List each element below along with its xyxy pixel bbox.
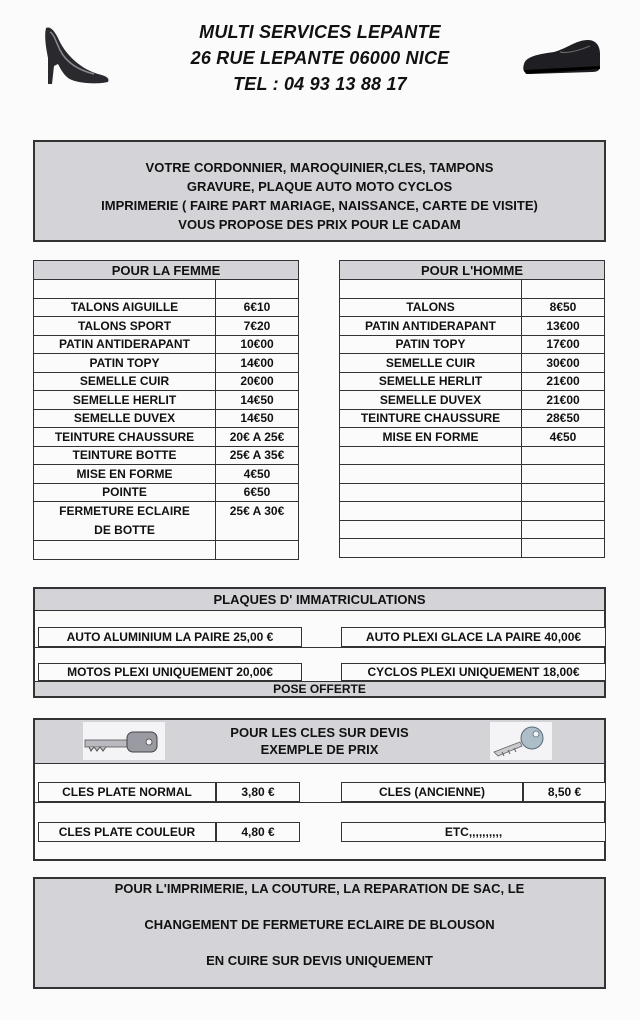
key-icon (83, 722, 165, 760)
item-price: 28€50 (522, 409, 605, 428)
pose-offerte: POSE OFFERTE (35, 681, 604, 696)
item-name-line-1: FERMETURE ECLAIRE (59, 504, 190, 518)
homme-price-table (339, 260, 605, 558)
item-price: 4€50 (522, 428, 605, 447)
item-name: PATIN ANTIDERAPANT (34, 335, 216, 354)
item-price: 30€00 (522, 354, 605, 373)
plaque-auto-plexi: AUTO PLEXI GLACE LA PAIRE 40,00€ (341, 627, 606, 647)
item-price: 17€00 (522, 335, 605, 354)
item-price: 20€ A 25€ (216, 428, 299, 447)
item-name: TEINTURE BOTTE (34, 446, 216, 465)
intro-box (33, 140, 606, 242)
item-price: 21€00 (522, 372, 605, 391)
item-price: 21€00 (522, 391, 605, 410)
shop-phone: TEL : 04 93 13 88 17 (233, 74, 407, 94)
item-name: TEINTURE CHAUSSURE (340, 409, 522, 428)
table-row (34, 465, 299, 484)
item-name: TALONS AIGUILLE (34, 298, 216, 317)
cles-plate-couleur-price: 4,80 € (216, 822, 300, 842)
plaque-cyclos: CYCLOS PLEXI UNIQUEMENT 18,00€ (341, 663, 606, 681)
item-name: PATIN ANTIDERAPANT (340, 317, 522, 336)
table-row (340, 317, 605, 336)
item-price: 8€50 (522, 298, 605, 317)
item-price: 6€50 (216, 483, 299, 502)
plaques-box (33, 587, 606, 698)
footer-line-3: EN CUIRE SUR DEVIS UNIQUEMENT (206, 953, 433, 968)
item-name: SEMELLE HERLIT (34, 391, 216, 410)
intro-line-1: VOTRE CORDONNIER, MAROQUINIER,CLES, TAMPONS (145, 160, 494, 175)
mens-shoe-icon (520, 36, 602, 78)
cles-etc: ETC,,,,,,,,,, (341, 822, 606, 842)
item-name: MISE EN FORME (340, 428, 522, 447)
item-price: 10€00 (216, 335, 299, 354)
item-name: SEMELLE CUIR (340, 354, 522, 373)
footer-line-2: CHANGEMENT DE FERMETURE ECLAIRE DE BLOUSON (144, 917, 495, 932)
item-name: SEMELLE DUVEX (340, 391, 522, 410)
shop-address: 26 RUE LEPANTE 06000 NICE (190, 48, 450, 68)
item-price: 6€10 (216, 298, 299, 317)
item-price: 13€00 (522, 317, 605, 336)
item-price: 25€ A 35€ (216, 446, 299, 465)
item-name: TEINTURE CHAUSSURE (34, 428, 216, 447)
item-name-line-2: DE BOTTE (94, 523, 155, 537)
footer-box (33, 877, 606, 989)
item-name: PATIN TOPY (34, 354, 216, 373)
cles-subtitle: EXEMPLE DE PRIX (260, 742, 379, 757)
item-price: 4€50 (216, 465, 299, 484)
table-row (340, 354, 605, 373)
cles-ancienne-price: 8,50 € (523, 782, 606, 802)
table-row (340, 335, 605, 354)
femme-title: POUR LA FEMME (34, 261, 299, 280)
footer-line-1: POUR L'IMPRIMERIE, LA COUTURE, LA REPARATION DE SAC, LE (114, 881, 525, 896)
intro-line-2: GRAVURE, PLAQUE AUTO MOTO CYCLOS (186, 179, 453, 194)
high-heel-shoe-icon (40, 24, 114, 86)
table-row (34, 354, 299, 373)
item-name (34, 502, 216, 541)
item-name: SEMELLE HERLIT (340, 372, 522, 391)
intro-line-4: VOUS PROPOSE DES PRIX POUR LE CADAM (178, 217, 461, 232)
table-row (340, 391, 605, 410)
table-row (340, 428, 605, 447)
item-name: TALONS (340, 298, 522, 317)
table-row (340, 372, 605, 391)
key-icon (490, 722, 552, 760)
homme-title: POUR L'HOMME (340, 261, 605, 280)
cles-ancienne: CLES (ANCIENNE) (341, 782, 523, 802)
table-row (34, 335, 299, 354)
item-price: 14€50 (216, 391, 299, 410)
intro-line-3: IMPRIMERIE ( FAIRE PART MARIAGE, NAISSANCE, CARTE DE VISITE) (101, 198, 538, 213)
table-row (34, 409, 299, 428)
plaque-auto-alu: AUTO ALUMINIUM LA PAIRE 25,00 € (38, 627, 302, 647)
table-row (34, 502, 299, 541)
cles-plate-normal: CLES PLATE NORMAL (38, 782, 216, 802)
cles-plate-couleur: CLES PLATE COULEUR (38, 822, 216, 842)
item-price: 14€00 (216, 354, 299, 373)
item-name: SEMELLE DUVEX (34, 409, 216, 428)
item-price: 25€ A 30€ (216, 502, 299, 541)
plaque-motos: MOTOS PLEXI UNIQUEMENT 20,00€ (38, 663, 302, 681)
table-row (34, 298, 299, 317)
table-row (34, 391, 299, 410)
table-row (34, 317, 299, 336)
item-price: 20€00 (216, 372, 299, 391)
table-row (34, 372, 299, 391)
shop-name: MULTI SERVICES LEPANTE (199, 22, 441, 42)
cles-plate-normal-price: 3,80 € (216, 782, 300, 802)
item-name: PATIN TOPY (340, 335, 522, 354)
table-row (34, 483, 299, 502)
item-name: SEMELLE CUIR (34, 372, 216, 391)
item-price: 14€50 (216, 409, 299, 428)
femme-price-table (33, 260, 299, 560)
plaques-title: PLAQUES D' IMMATRICULATIONS (35, 589, 604, 611)
item-name: TALONS SPORT (34, 317, 216, 336)
item-name: MISE EN FORME (34, 465, 216, 484)
table-row (340, 298, 605, 317)
table-row (34, 428, 299, 447)
item-price: 7€20 (216, 317, 299, 336)
cles-title: POUR LES CLES SUR DEVIS (230, 725, 409, 740)
table-row (340, 409, 605, 428)
item-name: POINTE (34, 483, 216, 502)
table-row (34, 446, 299, 465)
cles-box (33, 718, 606, 861)
